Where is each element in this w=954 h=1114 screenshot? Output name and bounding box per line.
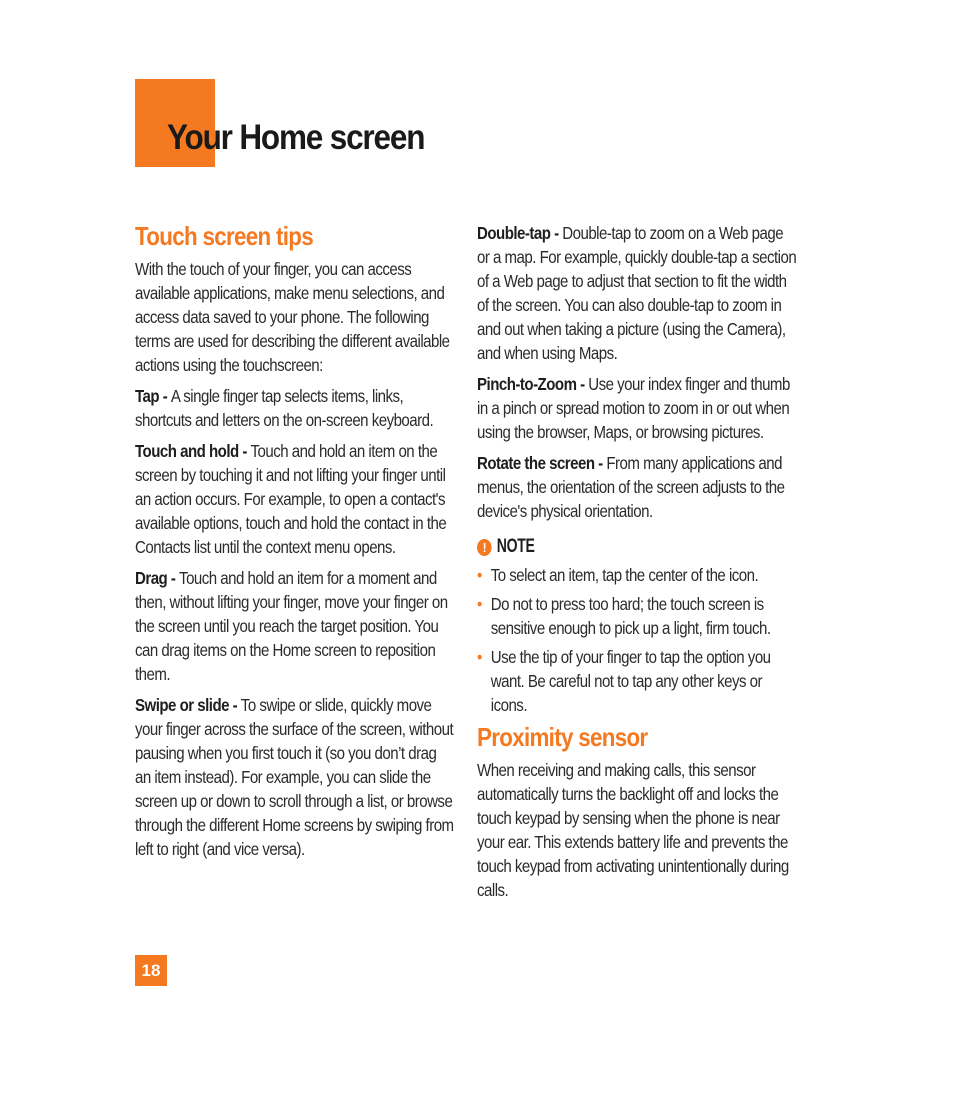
note-list xyxy=(477,563,797,717)
term-description: Double-tap to zoom on a Web page or a map. For example, quickly double-tap a section of a Web page to adjust that section to fit the width of the screen. You can also double-tap to zoom in and out when taking a picture (using the Camera), and when using Maps. xyxy=(477,223,797,363)
term-description: Use your index finger and thumb in a pinch or spread motion to zoom in or out when using the browser, Maps, or browsing pictures. xyxy=(477,374,790,442)
bullet-icon: • xyxy=(477,647,482,667)
term-paragraph-tap xyxy=(135,384,455,432)
term-description: Touch and hold an item for a moment and then, without lifting your finger, move your finger on the screen until you reach the target position. You can drag items on the Home screen to reposition them. xyxy=(135,568,448,684)
note-item-text: Use the tip of your finger to tap the option you want. Be careful not to tap any other keys or icons. xyxy=(490,647,771,715)
touch-tips-heading: Touch screen tips xyxy=(135,221,313,251)
touch-tips-intro: With the touch of your finger, you can access available applications, make menu selections, and access data saved to your phone. The following terms are used for describing the different available actions using the touchscreen: xyxy=(135,259,450,375)
term-paragraph-drag xyxy=(135,566,455,686)
term-label: Touch and hold - xyxy=(135,441,251,461)
term-label: Pinch-to-Zoom - xyxy=(477,374,589,394)
proximity-heading: Proximity sensor xyxy=(477,722,648,752)
note-box xyxy=(477,535,797,717)
proximity-body xyxy=(477,758,797,902)
term-paragraph-pinch-to-zoom xyxy=(477,372,797,444)
note-item-text: To select an item, tap the center of the icon. xyxy=(490,565,759,585)
term-paragraph-rotate xyxy=(477,451,797,523)
touch-tips-body-continued xyxy=(477,221,797,717)
term-paragraph-double-tap xyxy=(477,221,797,365)
term-description: Touch and hold an item on the screen by touching it and not lifting your finger until an action occurs. For example, to open a contact's available options, touch and hold the contact in the Contacts list until the context menu opens. xyxy=(135,441,447,557)
term-label: Drag - xyxy=(135,568,180,588)
note-item xyxy=(477,645,797,717)
bullet-icon: • xyxy=(477,594,482,614)
term-label: Rotate the screen - xyxy=(477,453,607,473)
page-title: Your Home screen xyxy=(167,118,425,157)
page-number: 18 xyxy=(135,955,167,986)
term-label: Tap - xyxy=(135,386,171,406)
note-item xyxy=(477,563,797,587)
left-column xyxy=(135,221,455,868)
term-label: Swipe or slide - xyxy=(135,695,241,715)
note-item-text: Do not to press too hard; the touch screen is sensitive enough to pick up a light, firm touch. xyxy=(490,594,771,638)
note-item xyxy=(477,592,797,640)
note-title: NOTE xyxy=(496,536,535,557)
term-description: A single finger tap selects items, links, shortcuts and letters on the on-screen keyboard. xyxy=(135,386,434,430)
term-paragraph-touch-and-hold xyxy=(135,439,455,559)
term-paragraph-swipe xyxy=(135,693,455,861)
exclamation-icon: ! xyxy=(477,539,492,556)
note-header xyxy=(477,535,797,559)
term-description: To swipe or slide, quickly move your finger across the surface of the screen, without pausing when you first touch it (so you don’t drag an item instead). For example, you can slide the screen up or down to scroll through a list, or browse through the different Home screens by swiping from left to right (and vice versa). xyxy=(135,695,454,859)
term-label: Double-tap - xyxy=(477,223,563,243)
touch-tips-body xyxy=(135,257,455,861)
proximity-text: When receiving and making calls, this sensor automatically turns the backlight off and locks the touch keypad by sensing when the phone is near your ear. This extends battery life and prevents the touch keypad from activating unintentionally during calls. xyxy=(477,760,789,900)
right-column xyxy=(477,221,799,909)
term-description: From many applications and menus, the orientation of the screen adjusts to the device's physical orientation. xyxy=(477,453,785,521)
bullet-icon: • xyxy=(477,565,482,585)
